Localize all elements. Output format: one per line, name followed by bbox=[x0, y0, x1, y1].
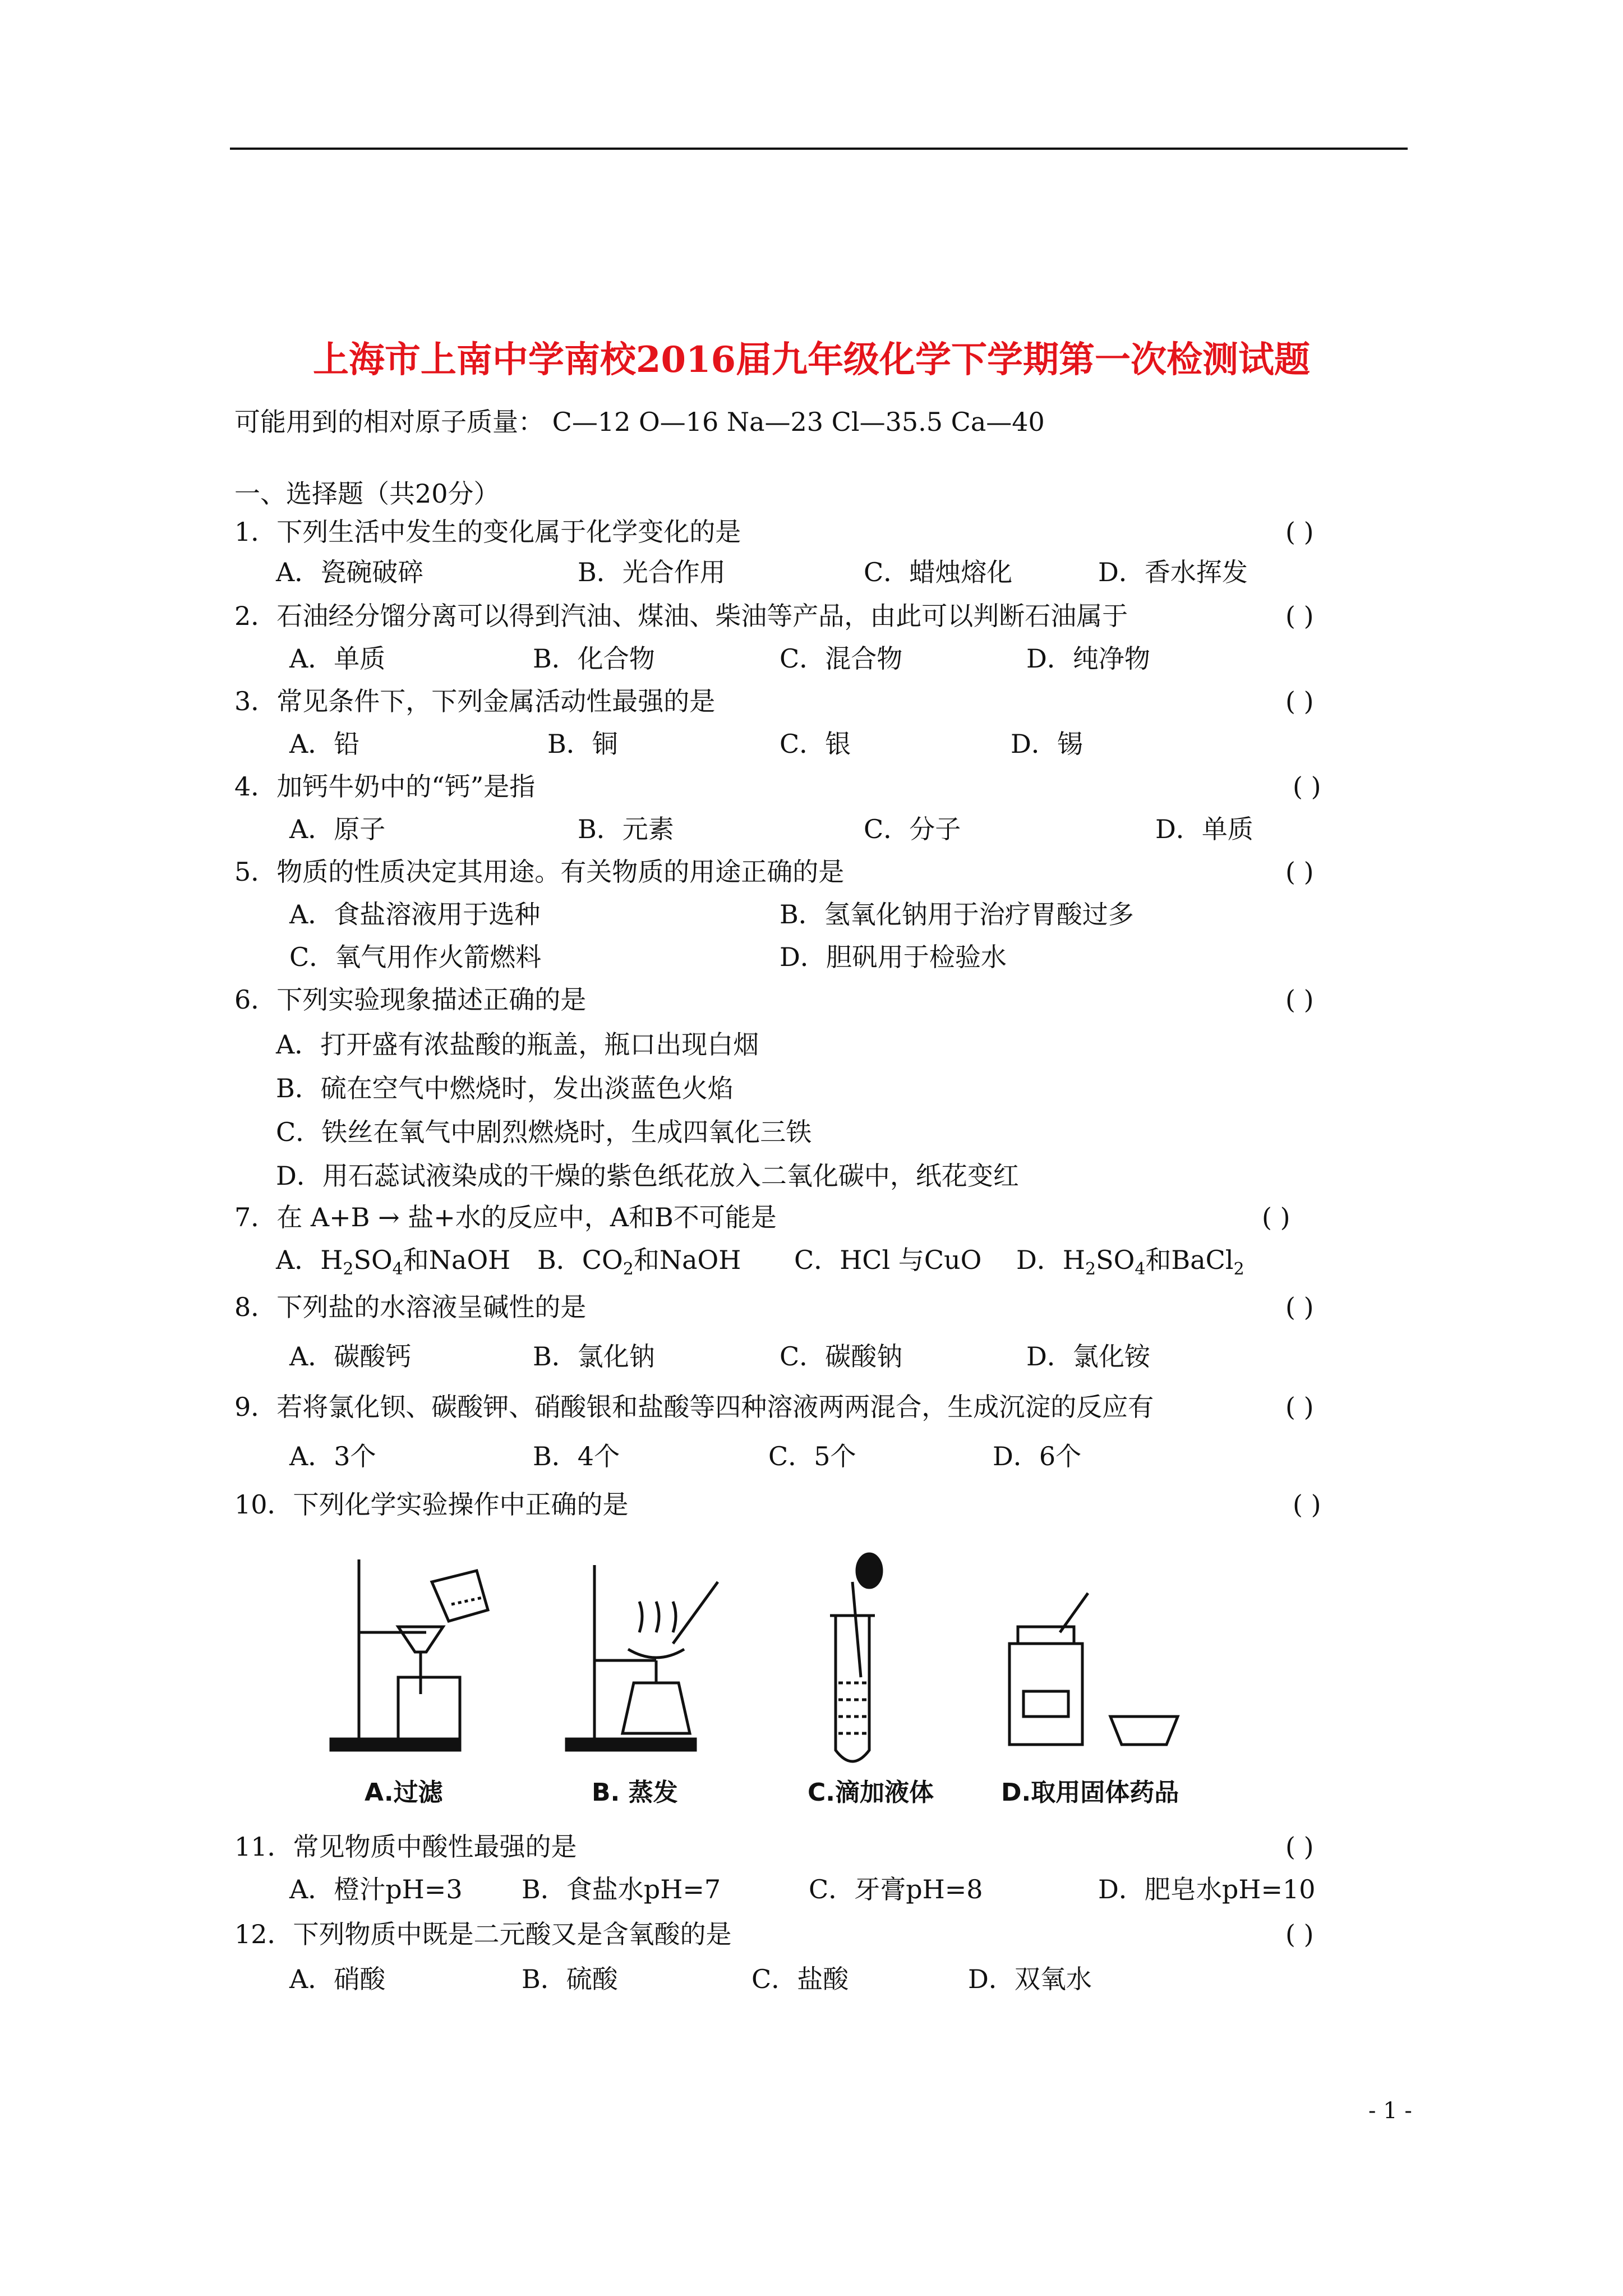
question-8-stem: 8．下列盐的水溶液呈碱性的是 bbox=[234, 1292, 587, 1322]
question-7-option-a: A．$H_2SO_4$和NaOH bbox=[276, 1245, 511, 1279]
question-9-answer-blank: ( ) bbox=[1285, 1392, 1314, 1422]
question-9-option-c: C．5个 bbox=[768, 1441, 856, 1471]
question-12-answer-blank: ( ) bbox=[1285, 1919, 1314, 1949]
question-2-option-c: C．混合物 bbox=[780, 643, 903, 674]
question-11-option-b: B．食盐水pH=7 bbox=[522, 1874, 721, 1904]
question-6-option-c: C．铁丝在氧气中剧烈燃烧时，生成四氧化三铁 bbox=[276, 1117, 812, 1147]
question-12-option-d: D．双氧水 bbox=[968, 1964, 1092, 1994]
evaporation-apparatus-icon bbox=[566, 1565, 718, 1750]
dropper-test-tube-icon bbox=[830, 1554, 882, 1761]
question-1-option-b: B．光合作用 bbox=[578, 557, 726, 587]
option-a-figure-label: A.过滤 bbox=[365, 1778, 443, 1807]
section-heading: 一、选择题（共20分） bbox=[234, 478, 500, 509]
question-7-option-d: D．$H_2SO_4$和BaCl$_2$ bbox=[1016, 1245, 1244, 1279]
option-c-figure-label: C.滴加液体 bbox=[808, 1778, 934, 1807]
question-6-option-a: A．打开盛有浓盐酸的瓶盖，瓶口出现白烟 bbox=[276, 1029, 759, 1060]
question-7-stem: 7．在 A+B → 盐+水的反应中，A和B不可能是 bbox=[234, 1202, 777, 1232]
question-5-stem: 5．物质的性质决定其用途。有关物质的用途正确的是 bbox=[234, 857, 845, 887]
question-7-answer-blank: ( ) bbox=[1262, 1202, 1290, 1232]
question-2-stem: 2．石油经分馏分离可以得到汽油、煤油、柴油等产品，由此可以判断石油属于 bbox=[234, 601, 1128, 631]
question-11-option-a: A．橙汁pH=3 bbox=[289, 1874, 463, 1904]
question-12-option-b: B．硫酸 bbox=[522, 1964, 618, 1994]
question-3-option-a: A．铅 bbox=[289, 729, 360, 759]
question-8-option-c: C．碳酸钠 bbox=[780, 1341, 903, 1372]
question-2-option-a: A．单质 bbox=[289, 643, 386, 674]
question-3-answer-blank: ( ) bbox=[1285, 686, 1314, 716]
question-11-answer-blank: ( ) bbox=[1285, 1832, 1314, 1862]
question-4-stem: 4．加钙牛奶中的“钙”是指 bbox=[234, 771, 536, 802]
question-4-option-d: D．单质 bbox=[1155, 814, 1253, 844]
question-11-option-c: C．牙膏pH=8 bbox=[809, 1874, 983, 1904]
question-9-stem: 9．若将氯化钡、碳酸钾、硝酸银和盐酸等四种溶液两两混合，生成沉淀的反应有 bbox=[234, 1392, 1154, 1422]
question-6-answer-blank: ( ) bbox=[1285, 984, 1314, 1015]
question-12-option-a: A．硝酸 bbox=[289, 1964, 386, 1994]
atomic-masses: 可能用到的相对原子质量： C—12 O—16 Na—23 Cl—35.5 Ca—40 bbox=[234, 407, 1045, 437]
question-7-option-c: C．HCl 与CuO bbox=[794, 1245, 982, 1275]
question-8-answer-blank: ( ) bbox=[1285, 1292, 1314, 1322]
lab-operations-drawing bbox=[314, 1548, 1301, 1812]
question-10-stem: 10．下列化学实验操作中正确的是 bbox=[234, 1489, 629, 1520]
question-1-option-a: A．瓷碗破碎 bbox=[276, 557, 424, 587]
question-12-stem: 12．下列物质中既是二元酸又是含氧酸的是 bbox=[234, 1919, 732, 1949]
question-8-option-b: B．氯化钠 bbox=[533, 1341, 655, 1372]
question-5-option-c: C．氧气用作火箭燃料 bbox=[289, 942, 542, 972]
question-4-option-c: C．分子 bbox=[864, 814, 961, 844]
question-1-answer-blank: ( ) bbox=[1285, 517, 1314, 547]
option-d-figure-label: D.取用固体药品 bbox=[1001, 1778, 1179, 1807]
question-5-option-d: D．胆矾用于检验水 bbox=[780, 942, 1007, 972]
question-9-option-b: B．4个 bbox=[533, 1441, 620, 1471]
question-4-answer-blank: ( ) bbox=[1293, 771, 1321, 802]
reagent-bottle-icon bbox=[1009, 1593, 1178, 1745]
question-1-option-d: D．香水挥发 bbox=[1098, 557, 1248, 587]
question-8-option-a: A．碳酸钙 bbox=[289, 1341, 412, 1372]
question-5-answer-blank: ( ) bbox=[1285, 857, 1314, 887]
question-3-option-b: B．铜 bbox=[547, 729, 618, 759]
question-5-option-a: A．食盐溶液用于选种 bbox=[289, 899, 541, 930]
question-7-option-b: B．$CO_2$和NaOH bbox=[537, 1245, 741, 1279]
question-10-answer-blank: ( ) bbox=[1293, 1489, 1321, 1520]
page-title: 上海市上南中学南校2016届九年级化学下学期第一次检测试题 bbox=[312, 339, 1311, 381]
question-4-option-a: A．原子 bbox=[289, 814, 386, 844]
question-3-option-c: C．银 bbox=[780, 729, 851, 759]
question-6-option-b: B．硫在空气中燃烧时，发出淡蓝色火焰 bbox=[276, 1073, 734, 1103]
filtration-apparatus-icon bbox=[331, 1559, 488, 1750]
question-5-option-b: B．氢氧化钠用于治疗胃酸过多 bbox=[780, 899, 1134, 930]
question-11-option-d: D．肥皂水pH=10 bbox=[1098, 1874, 1316, 1904]
question-3-stem: 3．常见条件下，下列金属活动性最强的是 bbox=[234, 686, 716, 716]
lab-operations-figure bbox=[314, 1548, 1301, 1812]
question-9-option-d: D．6个 bbox=[993, 1441, 1082, 1471]
question-2-option-d: D．纯净物 bbox=[1026, 643, 1150, 674]
question-12-option-c: C．盐酸 bbox=[751, 1964, 849, 1994]
question-9-option-a: A．3个 bbox=[289, 1441, 376, 1471]
option-b-figure-label: B. 蒸发 bbox=[592, 1778, 678, 1807]
question-2-answer-blank: ( ) bbox=[1285, 601, 1314, 631]
question-8-option-d: D．氯化铵 bbox=[1026, 1341, 1150, 1372]
question-6-stem: 6．下列实验现象描述正确的是 bbox=[234, 984, 587, 1015]
header-rule bbox=[230, 148, 1408, 150]
page-number: - 1 - bbox=[1368, 2098, 1412, 2124]
question-6-option-d: D．用石蕊试液染成的干燥的紫色纸花放入二氧化碳中，纸花变红 bbox=[276, 1161, 1019, 1191]
question-1-stem: 1．下列生活中发生的变化属于化学变化的是 bbox=[234, 517, 741, 547]
question-4-option-b: B．元素 bbox=[578, 814, 674, 844]
question-2-option-b: B．化合物 bbox=[533, 643, 655, 674]
question-3-option-d: D．锡 bbox=[1011, 729, 1083, 759]
question-11-stem: 11．常见物质中酸性最强的是 bbox=[234, 1832, 577, 1862]
question-1-option-c: C．蜡烛熔化 bbox=[864, 557, 1013, 587]
